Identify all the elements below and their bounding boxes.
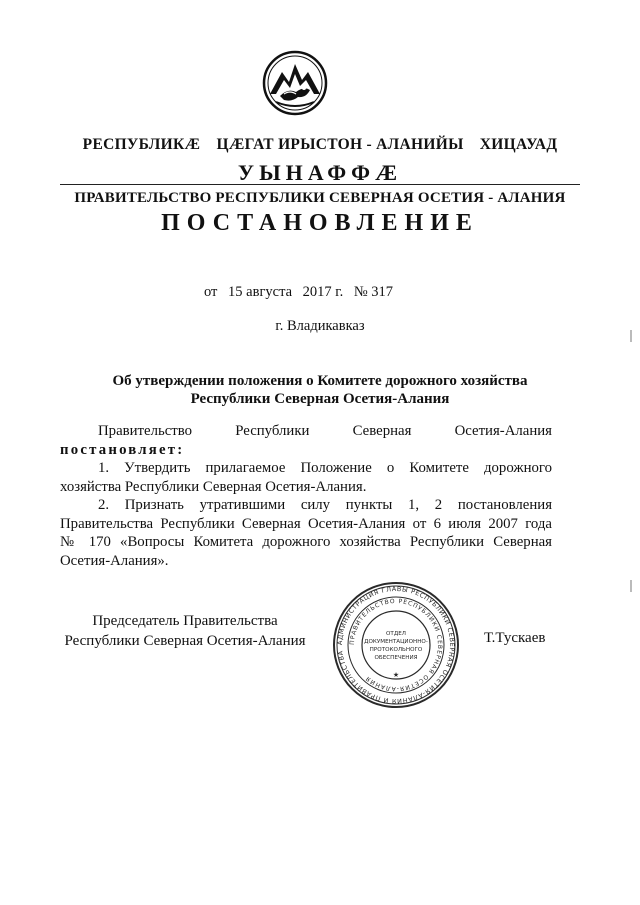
- header-ossetian-word: ЦӔГАТ ИРЫСТОН - АЛАНИЙЫ: [216, 136, 464, 153]
- document-title-line: Республики Северная Осетия-Алания: [190, 391, 450, 407]
- signatory-position-line: Председатель Правительства: [92, 613, 278, 629]
- official-seal-stamp: [331, 580, 461, 710]
- dateline: [204, 284, 400, 301]
- svg-text:ОТДЕЛ: ОТДЕЛ: [386, 631, 406, 637]
- header-decree-title: ПОСТАНОВЛЕНИЕ: [161, 210, 479, 236]
- document-title-line: Об утверждении положения о Комитете дорожного хозяйства: [112, 373, 528, 389]
- header-ossetian-decree: УЫНАФФӔ: [237, 160, 403, 185]
- scan-edge-mark: [630, 580, 632, 592]
- signatory-position-line: Республики Северная Осетия-Алания: [64, 633, 306, 649]
- item-1-line: хозяйства Республики Северная Осетия-Алания.: [60, 478, 367, 495]
- svg-text:ДОКУМЕНТАЦИОННО-: ДОКУМЕНТАЦИОННО-: [364, 639, 428, 645]
- intro-word: Осетия-Алания: [454, 423, 552, 439]
- svg-text:ПРОТОКОЛЬНОГО: ПРОТОКОЛЬНОГО: [369, 647, 423, 653]
- resolves-word: постановляет:: [60, 441, 185, 458]
- dateline-year: 2017 г.: [302, 284, 344, 300]
- svg-text:АДМИНИСТРАЦИЯ ГЛАВЫ РЕСПУБЛИКИ: АДМИНИСТРАЦИЯ ГЛАВЫ РЕСПУБЛИКИ СЕВЕРНАЯ ОСЕТИЯ-АЛАНИЯ И ПРАВИТЕЛЬСТВА: [335, 584, 457, 706]
- header-divider: [60, 184, 580, 185]
- header-government: ПРАВИТЕЛЬСТВО РЕСПУБЛИКИ СЕВЕРНАЯ ОСЕТИЯ - АЛАНИЯ: [74, 190, 566, 206]
- svg-text:★: ★: [392, 671, 400, 679]
- item-1-line: 1. Утвердить прилагаемое Положение о Комитете дорожного: [98, 460, 552, 476]
- city: г. Владикавказ: [275, 318, 365, 334]
- dateline-from: от: [204, 284, 218, 300]
- signatory-position: [60, 611, 310, 651]
- intro-word: Республики: [235, 423, 310, 439]
- item-2-line: № 170 «Вопросы Комитета дорожного хозяйства Республики Северная: [60, 534, 552, 550]
- item-2-line: Правительства Республики Северная Осетия-Алания от 6 июля 2007 года: [60, 515, 552, 532]
- svg-text:ОБЕСПЕЧЕНИЯ: ОБЕСПЕЧЕНИЯ: [374, 655, 418, 661]
- scan-edge-mark: [630, 330, 632, 342]
- dateline-date: 15 августа: [228, 284, 293, 300]
- signatory-name: Т.Тускаев: [484, 630, 546, 646]
- intro-line: [60, 422, 552, 441]
- header-ossetian-word: РЕСПУБЛИКӔ: [82, 136, 201, 153]
- intro-word: Северная: [352, 423, 412, 439]
- header-ossetian-word: ХИЦАУАД: [479, 136, 558, 153]
- coat-of-arms-emblem: [262, 50, 328, 116]
- dateline-number: № 317: [353, 284, 394, 300]
- svg-text:ПРАВИТЕЛЬСТВО РЕСПУБЛИКИ СЕВЕР: ПРАВИТЕЛЬСТВО РЕСПУБЛИКИ СЕВЕРНАЯ ОСЕТИЯ-АЛАНИЯ: [348, 597, 444, 693]
- header-ossetian: [0, 136, 640, 154]
- item-2-line: 2. Признать утратившими силу пункты 1, 2 постановления: [98, 497, 552, 513]
- document-title: [0, 372, 640, 408]
- item-2-line: Осетия-Алания».: [60, 552, 169, 569]
- intro-word: Правительство: [98, 423, 193, 439]
- document-body: [60, 422, 552, 570]
